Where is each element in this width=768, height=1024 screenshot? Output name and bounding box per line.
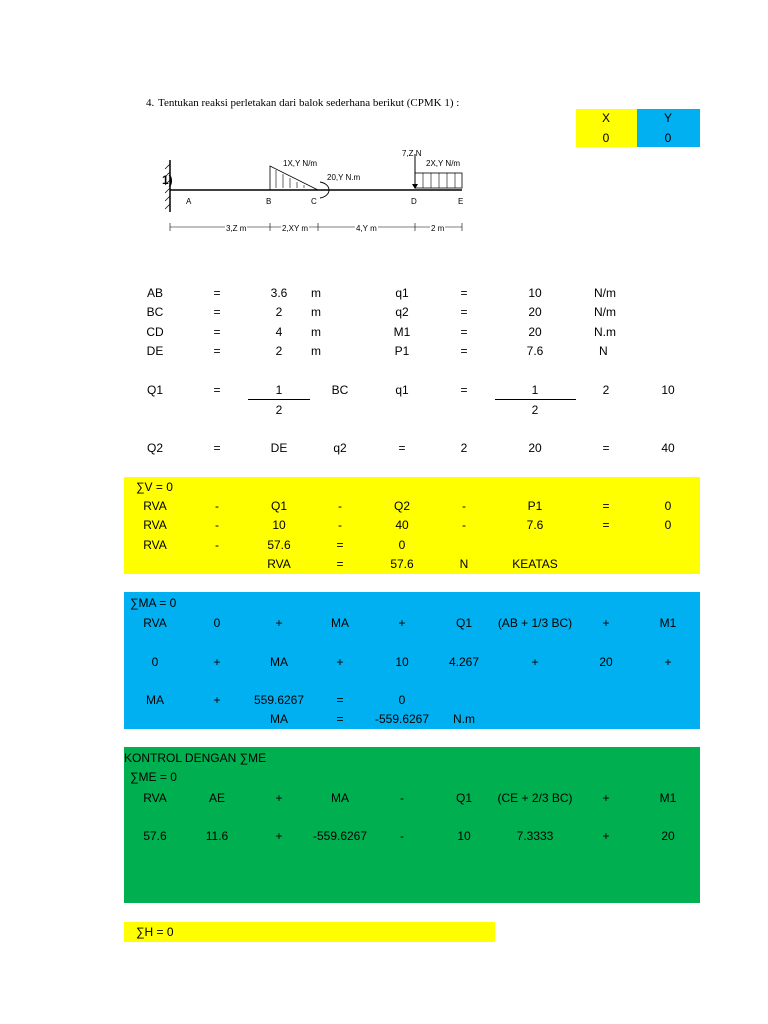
sum-ma-cell: 0	[213, 616, 221, 630]
sum-v-cell: 40	[395, 518, 409, 532]
sum-v-result-value: 57.6	[390, 557, 414, 571]
question-number: 4.	[146, 97, 155, 109]
q1-fraction-bar2	[495, 399, 576, 400]
sum-v-cell: -	[215, 538, 219, 552]
sum-v-result-direction: KEATAS	[512, 557, 558, 571]
kontrol-cell: (CE + 2/3 BC)	[497, 791, 573, 805]
q1-label: Q1	[146, 383, 163, 397]
given-value2: 7.6	[526, 344, 544, 358]
sum-ma-cell: +	[398, 616, 406, 630]
kontrol-cell: RVA	[143, 791, 167, 805]
point-c: C	[311, 197, 317, 206]
given-name: BC	[146, 305, 164, 319]
sum-v-cell: P1	[527, 499, 543, 513]
q2-de: DE	[270, 441, 288, 455]
kontrol-cell: -	[400, 791, 404, 805]
given-eq2: =	[460, 305, 468, 319]
sum-ma-cell: 0	[151, 655, 159, 669]
q2-q2: q2	[333, 441, 347, 455]
sum-v-cell: 57.6	[267, 538, 291, 552]
given-value: 2	[275, 344, 283, 358]
sum-v-cell: RVA	[143, 518, 167, 532]
sum-ma-result-unit: N.m	[453, 712, 475, 726]
q1-eq2: =	[460, 383, 468, 397]
sum-ma-cell: 10	[395, 655, 409, 669]
kontrol-cell: -	[400, 829, 404, 843]
kontrol-cell: MA	[331, 791, 349, 805]
kontrol-subtitle: ∑ME = 0	[130, 770, 177, 784]
kontrol-cell: -559.6267	[312, 829, 368, 843]
kontrol-title: KONTROL DENGAN ∑ME	[124, 751, 267, 765]
q1-value1: 2	[602, 383, 610, 397]
given-name2: q1	[395, 286, 409, 300]
sum-ma-cell: 559.6267	[253, 693, 305, 707]
x-value: 0	[602, 131, 610, 145]
sum-v-cell: RVA	[143, 538, 167, 552]
sum-v-cell: =	[336, 538, 344, 552]
q1-q1: q1	[395, 383, 409, 397]
sum-v-cell: Q2	[393, 499, 410, 513]
sum-v-result-eq: =	[336, 557, 344, 571]
sum-v-cell: =	[602, 518, 610, 532]
point-e: E	[458, 197, 464, 206]
sum-v-cell: =	[602, 499, 610, 513]
q2-eq2: =	[398, 441, 406, 455]
sum-v-cell: Q1	[270, 499, 287, 513]
sum-v-title: ∑V = 0	[136, 480, 173, 494]
given-unit2: N	[599, 344, 608, 358]
sum-ma-cell: 20	[599, 655, 613, 669]
kontrol-cell: 20	[661, 829, 675, 843]
moment-label: 20,Y N.m	[327, 173, 361, 182]
load-q1-label: 1X,Y N/m	[283, 159, 318, 168]
kontrol-cell: +	[602, 791, 610, 805]
given-unit: m	[311, 325, 321, 339]
given-eq: =	[213, 286, 221, 300]
given-eq: =	[213, 344, 221, 358]
kontrol-cell: 57.6	[143, 829, 167, 843]
question-text: Tentukan reaksi perletakan dari balok sederhana berikut (CPMK 1) :	[158, 97, 460, 109]
given-eq: =	[213, 325, 221, 339]
sum-ma-cell: 4.267	[448, 655, 480, 669]
given-name: CD	[146, 325, 164, 339]
q2-eq3: =	[602, 441, 610, 455]
sum-ma-cell: 0	[398, 693, 406, 707]
sum-v-cell: -	[215, 499, 219, 513]
q1-eq: =	[213, 383, 221, 397]
dim-bc: 2,XY m	[281, 222, 309, 236]
sum-v-cell: RVA	[143, 499, 167, 513]
given-unit: m	[311, 344, 321, 358]
dim-de: 2 m	[430, 222, 445, 236]
sum-ma-result-label: MA	[270, 712, 288, 726]
y-header: Y	[663, 111, 672, 125]
point-a: A	[186, 197, 192, 206]
sum-v-cell: 7.6	[526, 518, 544, 532]
load-q2-label: 2X,Y N/m	[426, 159, 461, 168]
sum-ma-cell: +	[602, 616, 610, 630]
sum-v-result-unit: N	[459, 557, 469, 571]
kontrol-section	[124, 747, 700, 903]
dim-ab: 3,Z m	[225, 222, 247, 236]
given-value2: 20	[528, 305, 542, 319]
given-name: DE	[146, 344, 164, 358]
q1-denominator: 2	[275, 403, 283, 417]
kontrol-cell: M1	[659, 791, 677, 805]
x-header: X	[601, 111, 610, 125]
sum-v-cell: -	[338, 518, 342, 532]
sum-ma-cell: Q1	[455, 616, 472, 630]
sum-ma-result-value: -559.6267	[374, 712, 430, 726]
q2-value1: 2	[460, 441, 468, 455]
sum-v-cell: -	[462, 518, 466, 532]
sum-v-cell: -	[338, 499, 342, 513]
q2-result: 40	[661, 441, 675, 455]
given-unit2: N.m	[594, 325, 616, 339]
point-d: D	[411, 197, 417, 206]
q1-bc: BC	[331, 383, 349, 397]
sum-v-result-label: RVA	[267, 557, 291, 571]
sum-v-cell: 0	[398, 538, 406, 552]
given-unit: m	[311, 286, 321, 300]
sum-ma-cell: RVA	[143, 616, 167, 630]
sum-ma-cell: MA	[146, 693, 164, 707]
sum-ma-cell: +	[213, 655, 221, 669]
given-eq2: =	[460, 286, 468, 300]
beam-diagram	[150, 140, 490, 240]
kontrol-cell: 10	[457, 829, 471, 843]
kontrol-cell: +	[602, 829, 610, 843]
sum-ma-cell: +	[275, 616, 283, 630]
given-unit2: N/m	[594, 305, 616, 319]
sum-v-cell: -	[462, 499, 466, 513]
sum-v-cell: 0	[664, 499, 672, 513]
given-unit2: N/m	[594, 286, 616, 300]
y-value: 0	[664, 131, 672, 145]
given-eq2: =	[460, 325, 468, 339]
given-name2: q2	[395, 305, 409, 319]
sum-ma-title: ∑MA = 0	[130, 596, 177, 610]
sum-ma-cell: +	[336, 655, 344, 669]
given-value2: 20	[528, 325, 542, 339]
sum-ma-result-eq: =	[336, 712, 344, 726]
q2-label: Q2	[146, 441, 163, 455]
q1-numerator2: 1	[531, 383, 539, 397]
sum-v-cell: 10	[272, 518, 286, 532]
given-value2: 10	[528, 286, 542, 300]
sum-ma-cell: MA	[331, 616, 349, 630]
q2-eq: =	[213, 441, 221, 455]
sum-ma-cell: +	[664, 655, 672, 669]
sum-ma-cell: (AB + 1/3 BC)	[497, 616, 573, 630]
sum-ma-cell: M1	[659, 616, 677, 630]
given-unit: m	[311, 305, 321, 319]
kontrol-cell: AE	[208, 791, 225, 805]
sum-ma-cell: MA	[270, 655, 288, 669]
sum-v-cell: 0	[664, 518, 672, 532]
sum-ma-cell: =	[336, 693, 344, 707]
sum-v-cell: -	[215, 518, 219, 532]
q1-value2: 10	[661, 383, 675, 397]
q2-value2: 20	[528, 441, 542, 455]
given-name2: M1	[393, 325, 411, 339]
point-b: B	[266, 197, 272, 206]
sum-h-section	[124, 922, 495, 942]
kontrol-cell: +	[275, 829, 283, 843]
kontrol-cell: Q1	[455, 791, 472, 805]
sum-ma-cell: +	[531, 655, 539, 669]
kontrol-cell: 11.6	[205, 829, 229, 843]
given-value: 3.6	[270, 286, 288, 300]
given-value: 4	[275, 325, 283, 339]
sum-ma-cell: +	[213, 693, 221, 707]
q1-numerator: 1	[275, 383, 283, 397]
point-load-label: 7,Z N	[402, 149, 422, 158]
sum-h-title: ∑H = 0	[136, 925, 174, 939]
diagram-label: 1)	[162, 173, 173, 187]
q1-denominator2: 2	[531, 403, 539, 417]
q1-fraction-bar	[248, 399, 310, 400]
kontrol-cell: 7.3333	[516, 829, 554, 843]
kontrol-cell: +	[275, 791, 283, 805]
given-eq2: =	[460, 344, 468, 358]
dim-cd: 4,Y m	[355, 222, 378, 236]
given-eq: =	[213, 305, 221, 319]
given-name2: P1	[394, 344, 410, 358]
given-name: AB	[146, 286, 163, 300]
given-value: 2	[275, 305, 283, 319]
